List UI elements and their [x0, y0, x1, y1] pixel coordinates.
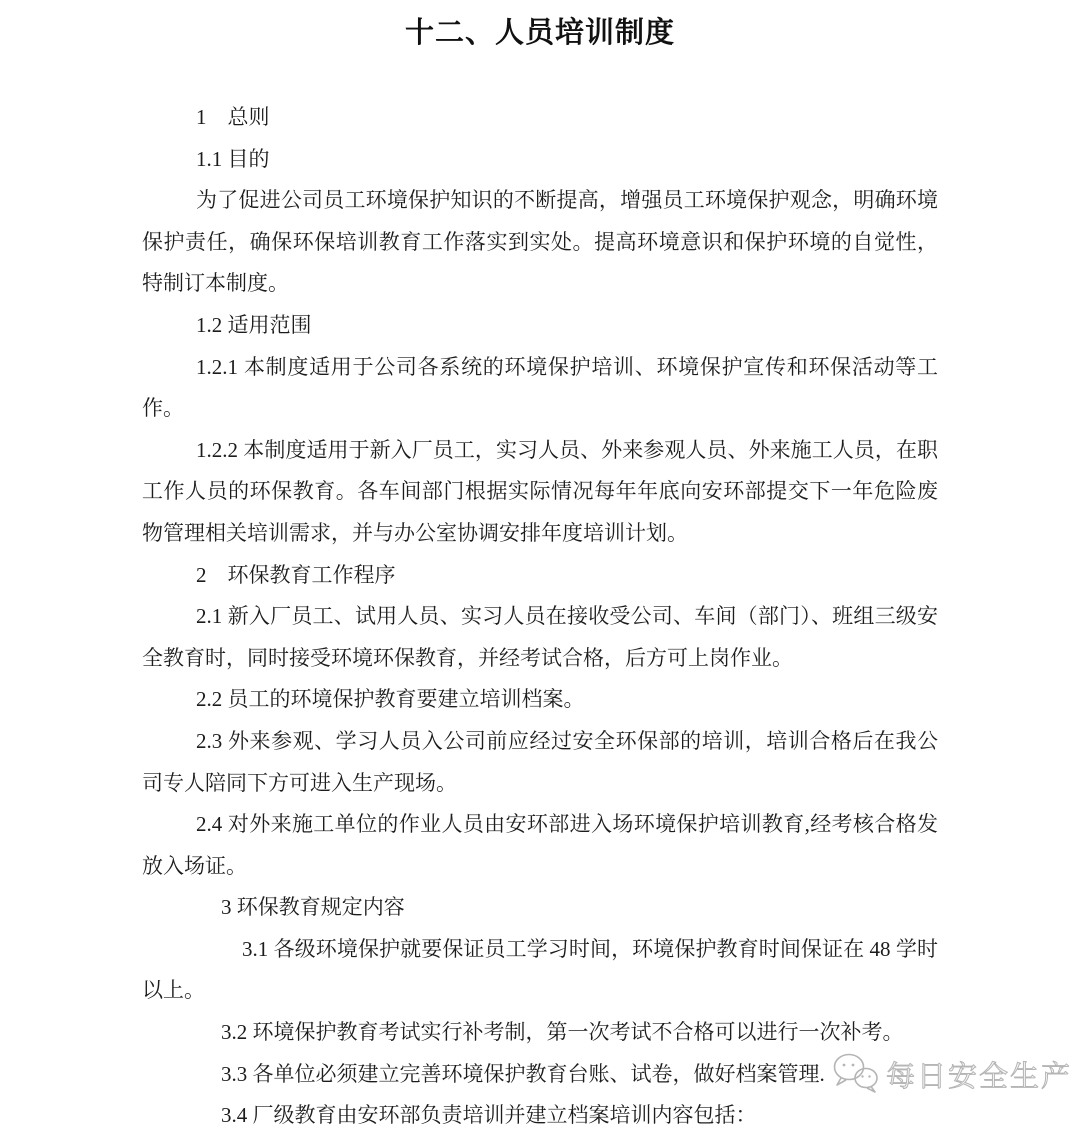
paragraph: 2.4 对外来施工单位的作业人员由安环部进入场环境保护培训教育,经考核合格发放入场证。: [142, 812, 938, 878]
paragraph: 3.4 厂级教育由安环部负责培训并建立档案培训内容包括：: [221, 1103, 757, 1128]
paragraph: 3.2 环境保护教育考试实行补考制，第一次考试不合格可以进行一次补考。: [221, 1020, 904, 1045]
paragraph: 3.3 各单位必须建立完善环境保护教育台账、试卷，做好档案管理.: [221, 1061, 825, 1086]
paragraph: 3.1 各级环境保护就要保证员工学习时间，环境保护教育时间保证在 48 学时以上。: [142, 936, 938, 1003]
paragraph: 1.2.1 本制度适用于公司各系统的环境保护培训、环境保护宣传和环保活动等工作。: [142, 354, 938, 421]
document-body: [142, 97, 938, 1130]
paragraph: 1 总则: [196, 105, 270, 129]
paragraph: 为了促进公司员工环境保护知识的不断提高，增强员工环境保护观念，明确环境保护责任，确保环保培训教育工作落实到实处。提高环境意识和保护环境的自觉性，特制订本制度。: [142, 188, 938, 296]
paragraph: 3 环保教育规定内容: [221, 895, 405, 920]
page-title: 十二、人员培训制度: [404, 17, 675, 49]
paragraph: 2.2 员工的环境保护教育要建立培训档案。: [196, 687, 585, 712]
paragraph: 1.2.2 本制度适用于新入厂员工，实习人员、外来参观人员、外来施工人员，在职工作人员的环保教育。各车间部门根据实际情况每年年底向安环部提交下一年危险废物管理相关培训需求，并与办公室协调安排年度培训计划。: [142, 437, 938, 545]
watermark-label: 每日安全生产: [886, 1060, 1073, 1093]
paragraph: 2 环保教育工作程序: [196, 562, 396, 587]
paragraph: 1.1 目的: [196, 146, 270, 171]
paragraph: 2.3 外来参观、学习人员入公司前应经过安全环保部的培训，培训合格后在我公司专人陪同下方可进入生产现场。: [142, 728, 938, 795]
paragraph: 1.2 适用范围: [196, 312, 312, 337]
paragraph: 2.1 新入厂员工、试用人员、实习人员在接收受公司、车间（部门）、班组三级安全教育时，同时接受环境环保教育，并经考试合格，后方可上岗作业。: [142, 604, 938, 670]
